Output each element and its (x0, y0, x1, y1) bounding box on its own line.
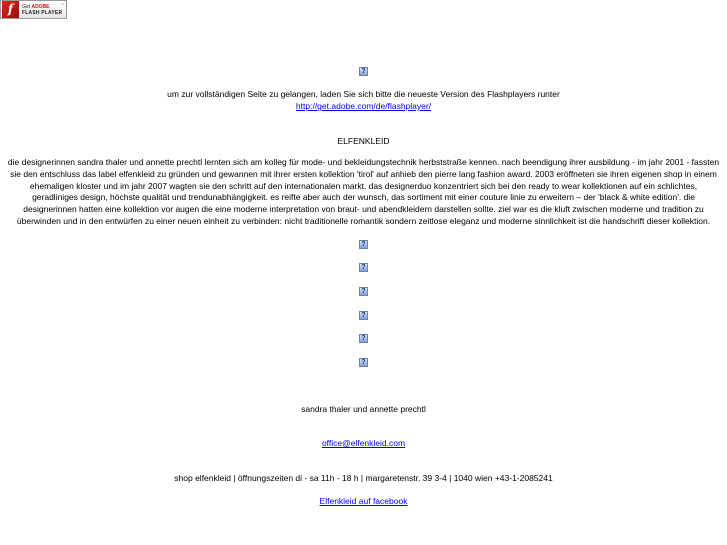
flash-badge-line2: FLASH PLAYER (22, 9, 63, 16)
adobe-brand-text: ADOBE (31, 3, 50, 10)
page-heading: ELFENKLEID (337, 136, 390, 146)
flash-badge-label (22, 4, 62, 16)
description-line: ehemaligen kloster und im jahr 2007 wagten sie den schritt auf den internationalen markt. das designerduo konzentriert sich bei den ready to wear kollektionen auf ein schlichtes, (29, 180, 698, 191)
flash-notice-text: um zur vollständigen Seite zu gelangen, laden Sie sich bitte die neueste Version des Flashplayers runter (167, 89, 560, 99)
facebook-link[interactable]: Elfenkleid auf facebook (319, 496, 408, 506)
flash-logo-icon: f (2, 1, 19, 18)
missing-plugin-icon[interactable]: ? (359, 358, 368, 367)
badge-corner-icon: ▫ (61, 2, 64, 8)
description-line: sie den entschluss das label elfenkleid zu gründen und gewannen mit ihrer ersten kollektion 'tirol' auf anhieb den pierre lang fashion award. 2003 eröffneten sie ihren eigenen shop in einem (10, 168, 717, 179)
missing-plugin-icon[interactable]: ? (359, 311, 368, 320)
email-link-row (0, 438, 727, 449)
description-line: überwinden und in den entwürfen zu einer neuen einheit zu verbinden: nicht traditionelle romantik sondern zeitlose eleganz und moderne sinnlichkeit ist die handschrift dieser kollektion. (16, 215, 711, 226)
get-flash-player-button[interactable] (0, 0, 67, 19)
description-paragraph (0, 157, 727, 228)
missing-plugin-icon[interactable]: ? (359, 287, 368, 296)
designers-text: sandra thaler und annette prechtl (301, 404, 426, 414)
missing-plugin-icon[interactable]: ? (359, 67, 368, 76)
description-line: designerinnen hatten eine kollektion vor augen die eine moderne interpretation von braut- und abendkleidern darstellen sollte. ziel war es die kluft zwischen moderne und tradition zu (23, 204, 704, 215)
flash-badge-line1: Get ADOBE (22, 3, 50, 10)
flash-download-link[interactable]: http://get.adobe.com/de/flashplayer/ (295, 101, 432, 111)
flash-notice-link-row (0, 101, 727, 112)
missing-plugin-icon[interactable]: ? (359, 334, 368, 343)
shop-info-text: shop elfenkleid | öffnungszeiten di - sa 11h - 18 h | margaretenstr. 39 3-4 | 1040 wien +43-1-2085241 (174, 473, 553, 483)
missing-plugin-icon[interactable]: ? (359, 263, 368, 272)
facebook-link-row (0, 496, 727, 507)
email-link[interactable]: office@elfenkleid.com (321, 438, 406, 448)
description-line: die designerinnen sandra thaler und annette prechtl lernten sich am kolleg für mode- und bekleidungstechnik herbststraße kennen. nach beendigung ihrer ausbildung - im jahr 2001 - fassten (7, 157, 720, 167)
missing-plugin-icon[interactable]: ? (359, 240, 368, 249)
description-line: geradliniges design, höchste qualität und trendunabhängigkeit. es reifte aber auch der wunsch, das sortiment mit einer couture linie zu erweitern – der 'black & white edition'. die (32, 192, 695, 203)
